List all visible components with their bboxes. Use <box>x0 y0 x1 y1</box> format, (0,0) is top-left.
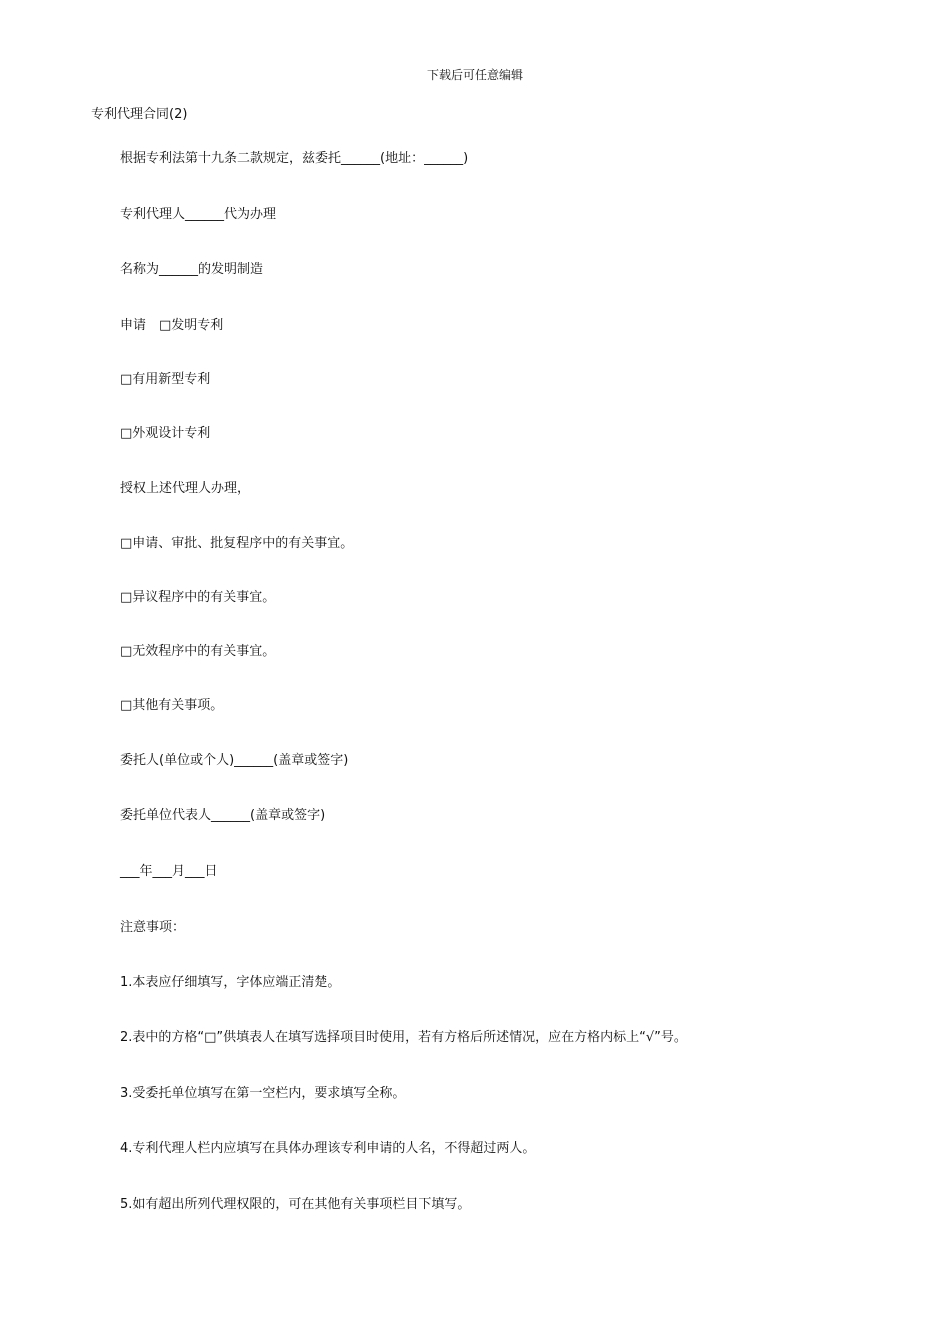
document-title: 专利代理合同(2) <box>91 107 188 122</box>
signature-representative: 委托单位代表人______(盖章或签字) <box>120 808 326 823</box>
clause-invention-name: 名称为______的发明制造 <box>120 262 264 277</box>
option-invention-patent: 申请 □发明专利 <box>120 318 224 333</box>
clause-authorize: 授权上述代理人办理， <box>120 481 251 496</box>
option-design-patent: □外观设计专利 <box>120 426 211 441</box>
note-item: 1.本表应仔细填写，字体应端正清楚。 <box>120 975 341 990</box>
option-opposition-matters: □异议程序中的有关事宜。 <box>120 590 276 605</box>
note-item: 3.受委托单位填写在第一空栏内，要求填写全称。 <box>120 1086 406 1101</box>
note-item: 4.专利代理人栏内应填写在具体办理该专利申请的人名，不得超过两人。 <box>120 1141 536 1156</box>
note-item: 5.如有超出所列代理权限的，可在其他有关事项栏目下填写。 <box>120 1197 471 1212</box>
date-line: ___年___月___日 <box>120 864 218 879</box>
notes-heading: 注意事项： <box>120 920 186 935</box>
option-application-matters: □申请、审批、批复程序中的有关事宜。 <box>120 536 354 551</box>
note-item: 2.表中的方格“□”供填表人在填写选择项目时使用，若有方格后所述情况，应在方格内标上“√”号。 <box>120 1030 687 1045</box>
option-utility-model: □有用新型专利 <box>120 372 211 387</box>
clause-agent: 专利代理人______代为办理 <box>120 207 277 222</box>
clause-entrust: 根据专利法第十九条二款规定，兹委托______(地址：______) <box>120 151 469 166</box>
signature-principal: 委托人(单位或个人)______(盖章或签字) <box>120 753 349 768</box>
option-other-matters: □其他有关事项。 <box>120 698 224 713</box>
option-invalidation-matters: □无效程序中的有关事宜。 <box>120 644 276 659</box>
page-header: 下载后可任意编辑 <box>426 68 523 82</box>
